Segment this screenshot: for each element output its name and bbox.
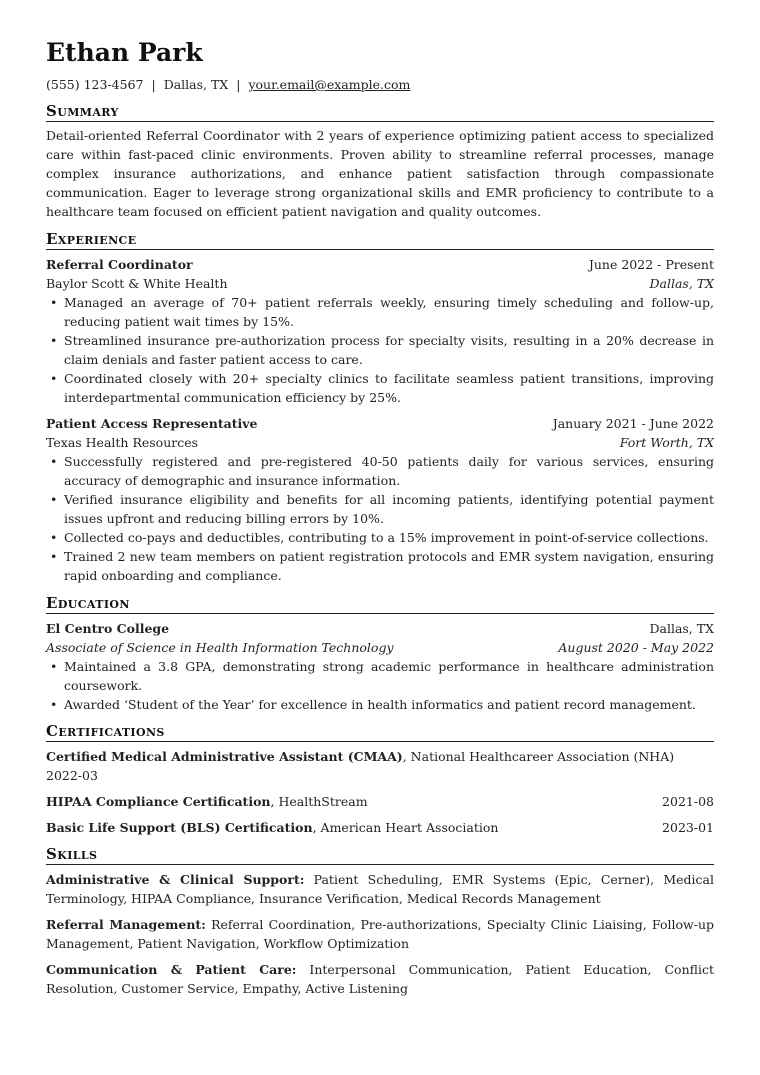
certification-date: 2023-01 bbox=[662, 820, 714, 835]
job-location: Fort Worth, TX bbox=[619, 435, 714, 450]
certification-name: Certified Medical Administrative Assistant (CMAA) bbox=[46, 749, 403, 764]
contact-separator: | bbox=[151, 77, 156, 92]
certification-line bbox=[46, 818, 498, 837]
skills-section bbox=[46, 845, 714, 998]
contact-separator: | bbox=[236, 77, 241, 92]
certifications-section bbox=[46, 722, 714, 837]
list-item: • Coordinated closely with 20+ specialty clinics to facilitate seamless patient transitions, improving interdepartmental communication efficiency by 25%. bbox=[64, 369, 714, 407]
job-role: Patient Access Representative bbox=[46, 416, 258, 431]
education-section bbox=[46, 594, 714, 714]
skill-group-items: Referral Coordination, Pre-authorizations, Specialty Clinic Liaising, Follow-up Management, Patient Navigation, Workflow Optimization bbox=[46, 917, 714, 951]
section-title-experience: Experience bbox=[46, 230, 714, 250]
skill-group-items: Patient Scheduling, EMR Systems (Epic, Cerner), Medical Terminology, HIPAA Compliance, Insurance Verification, Medical Records Management bbox=[46, 872, 714, 906]
certification-name: HIPAA Compliance Certification bbox=[46, 794, 271, 809]
job-role: Referral Coordinator bbox=[46, 257, 193, 272]
list-item: • Trained 2 new team members on patient registration protocols and EMR system navigation, ensuring rapid onboarding and compliance. bbox=[64, 547, 714, 585]
job-organization: Baylor Scott & White Health bbox=[46, 276, 228, 291]
skill-group bbox=[46, 870, 714, 908]
certification-issuer: , National Healthcareer Association (NHA) bbox=[402, 749, 675, 764]
education-entry bbox=[46, 619, 714, 714]
education-bullets bbox=[46, 657, 714, 714]
school-name: El Centro College bbox=[46, 621, 170, 636]
job-entry bbox=[46, 414, 714, 585]
list-item: • Awarded ‘Student of the Year’ for excellence in health informatics and patient record management. bbox=[64, 695, 714, 714]
section-title-certifications: Certifications bbox=[46, 722, 714, 742]
list-item: • Streamlined insurance pre-authorization process for specialty visits, resulting in a 20% decrease in claim denials and faster patient access to care. bbox=[64, 331, 714, 369]
degree-name: Associate of Science in Health Information Technology bbox=[46, 640, 394, 655]
job-header bbox=[46, 255, 714, 274]
certification-date: 2021-08 bbox=[662, 794, 714, 809]
skill-group-label: Communication & Patient Care: bbox=[46, 962, 297, 977]
candidate-name: Ethan Park bbox=[46, 38, 203, 67]
job-organization: Texas Health Resources bbox=[46, 435, 199, 450]
education-subheader bbox=[46, 638, 714, 657]
certification-entry bbox=[46, 747, 714, 785]
job-dates: June 2022 - Present bbox=[588, 257, 714, 272]
job-bullets bbox=[46, 452, 714, 585]
job-subheader bbox=[46, 433, 714, 452]
list-item: • Managed an average of 70+ patient referrals weekly, ensuring timely scheduling and follow-up, reducing patient wait times by 15%. bbox=[64, 293, 714, 331]
certification-issuer: , HealthStream bbox=[270, 794, 368, 809]
job-subheader bbox=[46, 274, 714, 293]
skill-group bbox=[46, 915, 714, 953]
location-text: Dallas, TX bbox=[163, 77, 229, 92]
certification-date: 2022-03 bbox=[46, 768, 98, 783]
list-item: • Successfully registered and pre-registered 40-50 patients daily for various services, ensuring accuracy of demographic and insurance information. bbox=[64, 452, 714, 490]
job-location: Dallas, TX bbox=[649, 276, 714, 291]
list-item: • Collected co-pays and deductibles, contributing to a 15% improvement in point-of-service collections. bbox=[64, 528, 714, 547]
section-title-skills: Skills bbox=[46, 845, 714, 865]
list-item: • Maintained a 3.8 GPA, demonstrating strong academic performance in healthcare administration coursework. bbox=[64, 657, 714, 695]
phone-number: (555) 123-4567 bbox=[46, 77, 144, 92]
certification-entry bbox=[46, 792, 714, 811]
certification-issuer: , American Heart Association bbox=[312, 820, 499, 835]
contact-line bbox=[46, 76, 714, 94]
skill-group-label: Referral Management: bbox=[46, 917, 206, 932]
experience-section bbox=[46, 230, 714, 585]
certification-name: Basic Life Support (BLS) Certification bbox=[46, 820, 313, 835]
skill-group-items: Interpersonal Communication, Patient Education, Conflict Resolution, Customer Service, Empathy, Active Listening bbox=[46, 962, 714, 996]
education-dates: August 2020 - May 2022 bbox=[558, 640, 714, 655]
resume-page bbox=[46, 36, 714, 998]
certification-line bbox=[46, 747, 714, 766]
job-dates: January 2021 - June 2022 bbox=[552, 416, 714, 431]
section-title-education: Education bbox=[46, 594, 714, 614]
summary-section bbox=[46, 102, 714, 221]
job-entry bbox=[46, 255, 714, 407]
certification-line bbox=[46, 792, 368, 811]
skill-group bbox=[46, 960, 714, 998]
list-item: • Verified insurance eligibility and benefits for all incoming patients, identifying potential payment issues upfront and reducing billing errors by 10%. bbox=[64, 490, 714, 528]
summary-text: Detail-oriented Referral Coordinator with 2 years of experience optimizing patient access to specialized care within fast-paced clinic environments. Proven ability to streamline referral processes, manage complex insurance authorizations, and enhance patient satisfaction through compassionate communication. Eager to leverage strong organizational skills and EMR proficiency to contribute to a healthcare team focused on efficient patient navigation and quality outcomes. bbox=[46, 128, 714, 219]
school-location: Dallas, TX bbox=[649, 621, 714, 636]
certification-entry bbox=[46, 818, 714, 837]
education-header bbox=[46, 619, 714, 638]
job-bullets bbox=[46, 293, 714, 407]
skill-group-label: Administrative & Clinical Support: bbox=[46, 872, 305, 887]
section-title-summary: Summary bbox=[46, 102, 714, 122]
job-header bbox=[46, 414, 714, 433]
email-link[interactable]: your.email@example.com bbox=[248, 77, 411, 92]
